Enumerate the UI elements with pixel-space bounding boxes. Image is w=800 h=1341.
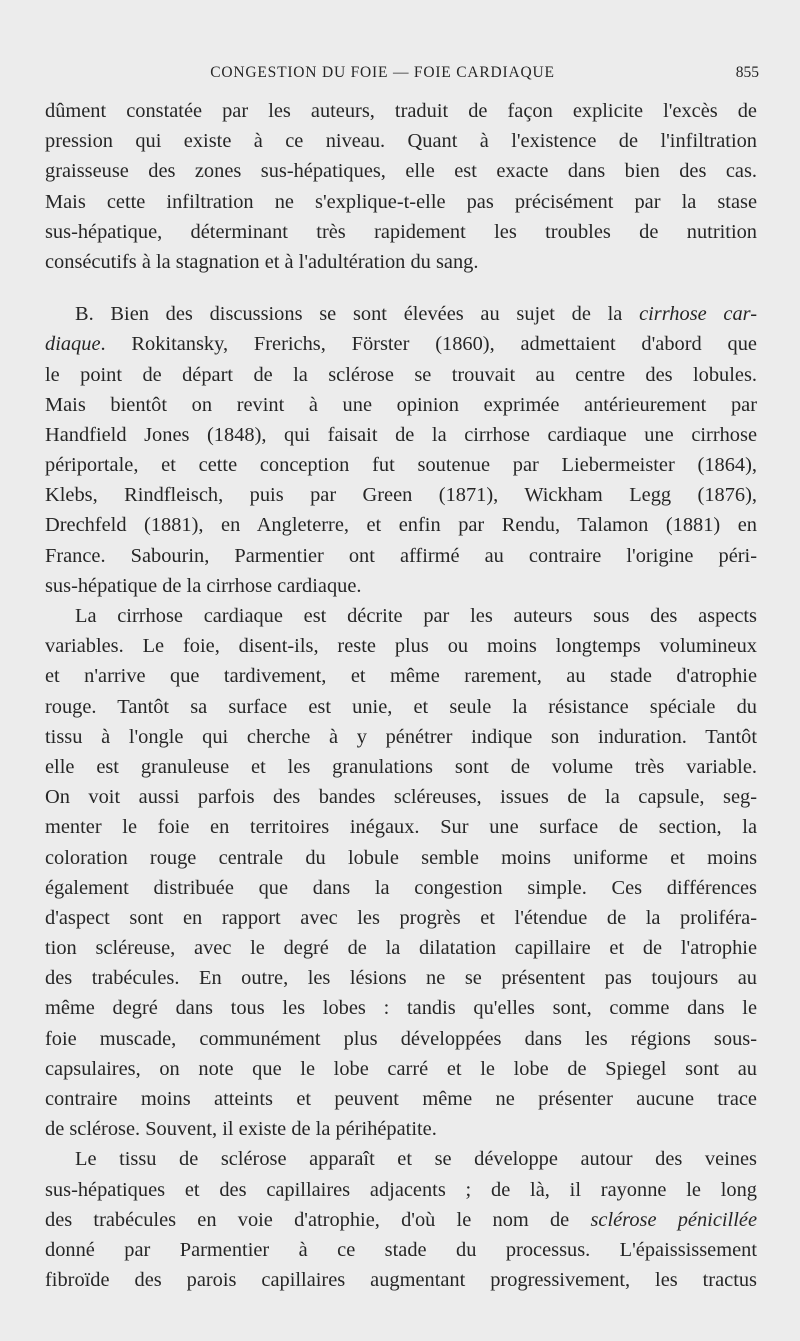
text-line: Le tissu de sclérose apparaît et se développe autour des veines: [75, 1148, 757, 1171]
text-line: On voit aussi parfois des bandes scléreuses, issues de la capsule, seg-: [45, 786, 757, 809]
text-line: coloration rouge centrale du lobule semble moins uniforme et moins: [45, 846, 757, 869]
text-line: variables. Le foie, disent-ils, reste plus ou moins longtemps volumineux: [45, 635, 757, 658]
text-line: tion scléreuse, avec le degré de la dilatation capillaire et de l'atrophie: [45, 937, 757, 960]
text-line: et n'arrive que tardivement, et même rarement, au stade d'atrophie: [45, 665, 757, 688]
text-span: . Rokitansky, Frerichs, Förster (1860), admettaient d'abord que: [100, 333, 757, 356]
text-line: de sclérose. Souvent, il existe de la périhépatite.: [45, 1118, 437, 1141]
page-header: [40, 60, 765, 90]
text-line: périportale, et cette conception fut soutenue par Liebermeister (1864),: [45, 454, 757, 477]
text-line: capsulaires, on note que le lobe carré et le lobe de Spiegel sont au: [45, 1057, 757, 1080]
text-line: elle est granuleuse et les granulations sont de volume très variable.: [45, 755, 757, 778]
running-title: CONGESTION DU FOIE — FOIE CARDIAQUE: [210, 64, 555, 81]
text-line: graisseuse des zones sus-hépatiques, elle est exacte dans bien des cas.: [45, 160, 757, 183]
text-span: B. Bien des discussions se sont élevées au sujet de la: [75, 303, 640, 326]
text-line: sus-hépatiques et des capillaires adjacents ; de là, il rayonne le long: [45, 1178, 757, 1201]
text-line: dûment constatée par les auteurs, traduit de façon explicite l'excès de: [45, 100, 757, 122]
text-line: également distribuée que dans la congestion simple. Ces différences: [45, 876, 757, 899]
text-line: rouge. Tantôt sa surface est unie, et seule la résistance spéciale du: [45, 695, 757, 718]
text-line: sus-hépatique de la cirrhose cardiaque.: [45, 574, 362, 597]
text-line: Mais cette infiltration ne s'explique-t-elle pas précisément par la stase: [45, 190, 757, 213]
text-line: Klebs, Rindfleisch, puis par Green (1871), Wickham Legg (1876),: [45, 484, 757, 507]
text-line: [45, 329, 757, 359]
text-line: pression qui existe à ce niveau. Quant à l'existence de l'infiltration: [45, 130, 757, 153]
text-line: menter le foie en territoires inégaux. Sur une surface de section, la: [45, 816, 757, 839]
page-number: 855: [735, 64, 759, 81]
text-line: Handfield Jones (1848), qui faisait de la cirrhose cardiaque une cirrhose: [45, 423, 757, 446]
text-line: Drechfeld (1881), en Angleterre, et enfin par Rendu, Talamon (1881) en: [45, 514, 757, 537]
text-line: France. Sabourin, Parmentier ont affirmé au contraire l'origine péri-: [45, 544, 757, 567]
italic-term: cirrhose car-: [639, 303, 757, 326]
italic-term: sclérose pénicillée: [590, 1208, 757, 1231]
text-line: fibroïde des parois capillaires augmentant progressivement, les tractus: [45, 1269, 757, 1292]
text-line: [45, 1205, 757, 1235]
text-line: foie muscade, communément plus développées dans les régions sous-: [45, 1027, 757, 1050]
text-line: même degré dans tous les lobes : tandis qu'elles sont, comme dans le: [45, 997, 757, 1020]
text-line: Mais bientôt on revint à une opinion exprimée antérieurement par: [45, 393, 757, 416]
text-line: La cirrhose cardiaque est décrite par les auteurs sous des aspects: [75, 605, 757, 627]
text-line: donné par Parmentier à ce stade du processus. L'épaississement: [45, 1238, 757, 1261]
text-line: tissu à l'ongle qui cherche à y pénétrer indique son induration. Tantôt: [45, 725, 757, 748]
text-line: contraire moins atteints et peuvent même ne présenter aucune trace: [45, 1088, 757, 1110]
italic-term: diaque: [45, 333, 101, 356]
body-text: [45, 96, 757, 1295]
paragraph-gap: [45, 277, 757, 299]
text-line: sus-hépatique, déterminant très rapidement les troubles de nutrition: [45, 220, 757, 243]
text-line: des trabécules. En outre, les lésions ne se présentent pas toujours au: [45, 967, 757, 990]
text-line: consécutifs à la stagnation et à l'adultération du sang.: [45, 250, 479, 273]
text-line: d'aspect sont en rapport avec les progrès et l'étendue de la proliféra-: [45, 906, 757, 929]
text-line: [45, 299, 757, 329]
text-line: le point de départ de la sclérose se trouvait au centre des lobules.: [45, 363, 757, 386]
text-span: des trabécules en voie d'atrophie, d'où le nom de: [45, 1208, 591, 1231]
